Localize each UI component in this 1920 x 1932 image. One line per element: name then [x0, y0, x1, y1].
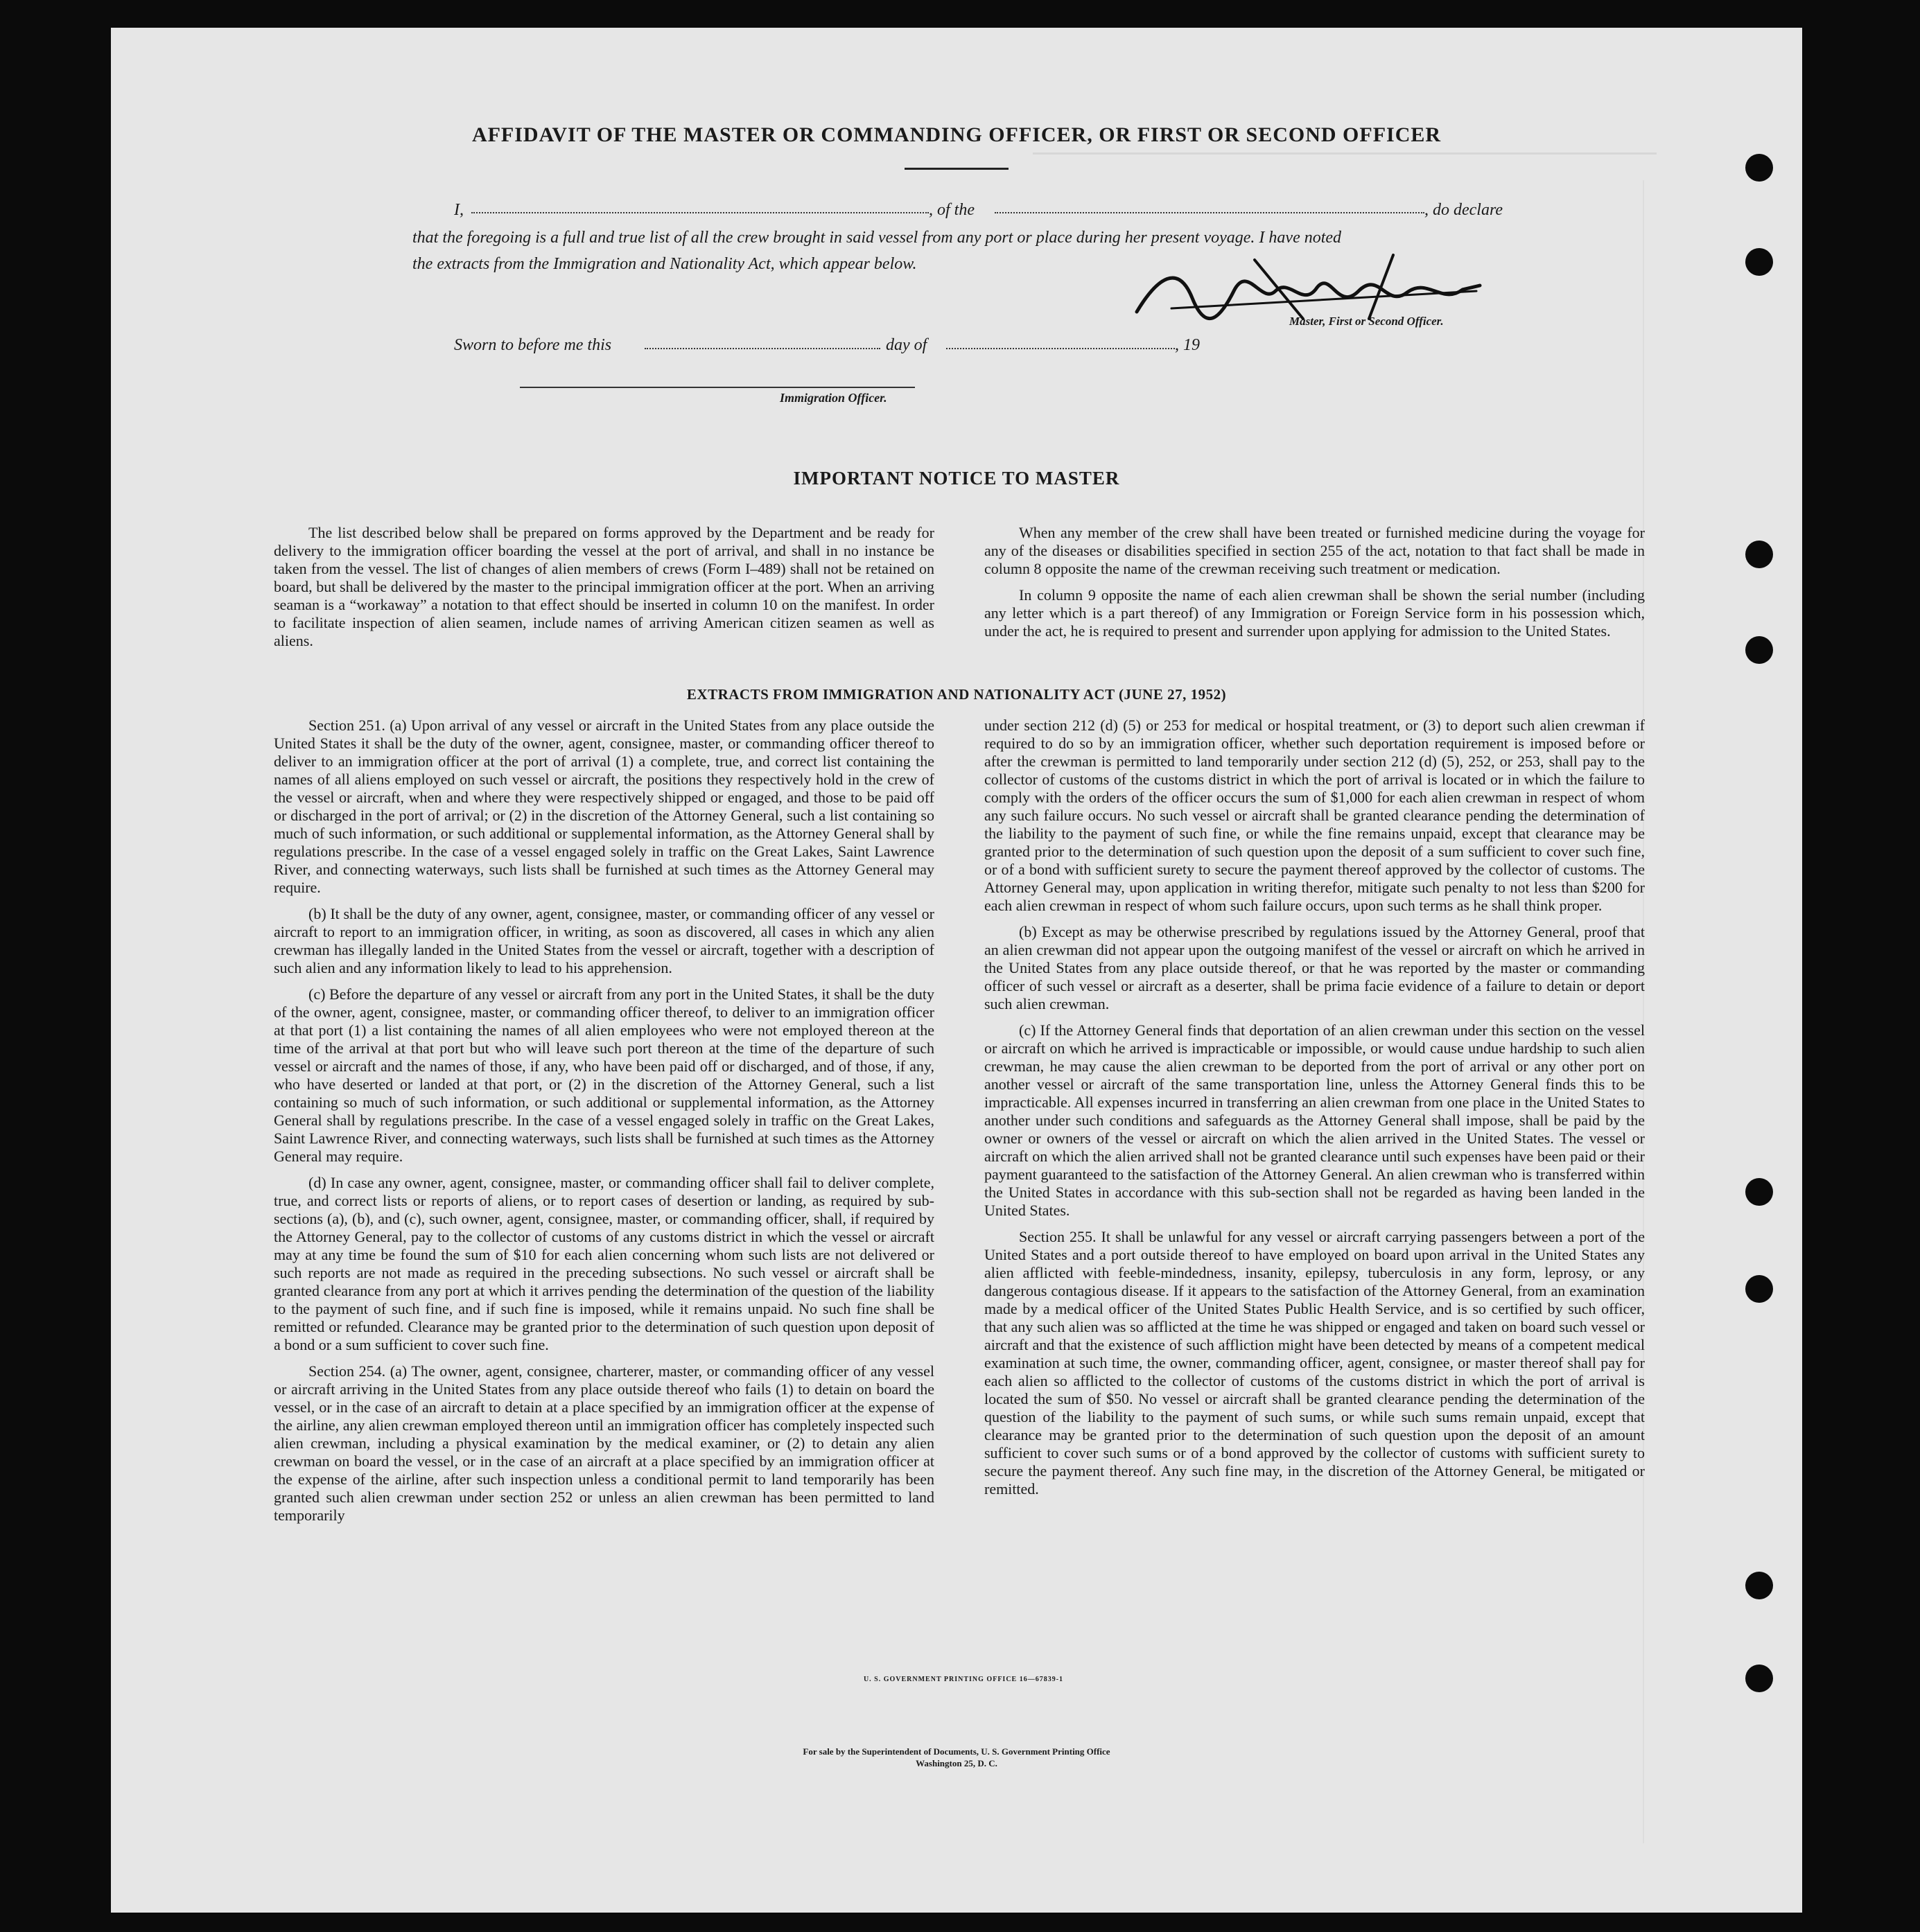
section-254-b: (b) Except as may be otherwise prescribed by regulations issued by the Attorney General, proof that an alien crewman did not appear upon the outgoing manifest of the vessel or aircraft on which he arrived in the United States from any place outside thereof, or that he was reported by the master or commanding officer of such vessel or aircraft as a deserter, shall be prima facie evidence of a failure to detain or deport such alien crewman.	[984, 923, 1645, 1012]
section-251-b: (b) It shall be the duty of any owner, agent, consignee, master, or commanding officer of any vessel or aircraft to report to an immigration officer, in writing, as soon as discovered, all cases in which any alien crewman has illegally landed in the United States from the vessel or aircraft, together with a description of such alien and any information likely to lead to his apprehension.	[274, 905, 934, 976]
vessel-name-field[interactable]	[995, 212, 1424, 213]
sworn-year-label: , 19	[1175, 336, 1200, 354]
sworn-month-field[interactable]	[946, 348, 1175, 349]
binder-hole	[1745, 154, 1773, 182]
section-254-c: (c) If the Attorney General finds that deportation of an alien crewman under this section on the vessel or aircraft on which he arrived is impracticable or impossible, or would cause undue hardship to such alien crewman, he may cause the alien crewman to be deported from the port of arrival or any other port on another vessel or aircraft of the same transportation line, unless the Attorney General finds this to be impracticable. All expenses incurred in transferring an alien crewman from one place in the United States to another under such conditions and safeguards as the Attorney General shall impose, shall be paid by the owner or owners of the vessel or aircraft on which the alien arrived in the United States. The vessel or aircraft on which the alien arrived shall not be granted clearance until such expenses have been paid or their payment guaranteed to the satisfaction of the Attorney General. An alien crewman who is transferred within the United States in accordance with this sub-section shall not be regarded as having been landed in the United States.	[984, 1021, 1645, 1219]
affidavit-i-label: I,	[454, 201, 464, 219]
sworn-date-field[interactable]	[645, 348, 880, 349]
affidavit-title: AFFIDAVIT OF THE MASTER OR COMMANDING OFFICER, OR FIRST OR SECOND OFFICER	[471, 123, 1442, 146]
affidavit-of-the-label: , of the	[929, 201, 975, 219]
sworn-prefix: Sworn to before me this	[454, 336, 612, 354]
sale-line-2: Washington 25, D. C.	[916, 1758, 997, 1768]
printing-office-code: U. S. GOVERNMENT PRINTING OFFICE 16—67839-1	[863, 1676, 1064, 1683]
document-page	[111, 28, 1802, 1913]
immigration-officer-caption: Immigration Officer.	[780, 391, 887, 405]
master-name-field[interactable]	[471, 212, 929, 213]
notice-left-paragraph: The list described below shall be prepared on forms approved by the Department and be ready for delivery to the immigration officer boarding the vessel at the port of arrival, and shall in no instance be taken from the vessel. The list of changes of alien members of crews (Form I–489) shall not be retained on board, but shall be delivered by the master to the principal immigration officer at the port. When an arriving seaman is a “workaway” a notation to that effect should be inserted in column 10 on the manifest. In order to facilitate inspection of alien seamen, include names of arriving American citizen seamen as well as aliens.	[274, 524, 934, 649]
binder-hole	[1745, 1178, 1773, 1206]
binder-hole	[1745, 248, 1773, 276]
affidavit-line-3: the extracts from the Immigration and Nationality Act, which appear below.	[412, 255, 917, 273]
signature-caption: Master, First or Second Officer.	[1289, 315, 1444, 328]
notice-right-paragraph-1: When any member of the crew shall have been treated or furnished medicine during the voyage for any of the diseases or disabilities specified in section 255 of the act, notation to that fact shall be made in column 8 opposite the name of the crewman receiving such treatment or medication.	[984, 524, 1645, 577]
extracts-right-column	[984, 717, 1645, 1507]
binder-hole	[1745, 1665, 1773, 1692]
section-255: Section 255. It shall be unlawful for any vessel or aircraft carrying passengers between a port of the United States and a port outside thereof to have employed on board upon arrival in the United States any alien afflicted with feeble-mindedness, insanity, epilepsy, tuberculosis in any form, leprosy, or any dangerous contagious disease. If it appears to the satisfaction of the Attorney General, from an examination made by a medical officer of the United States Public Health Service, and is so certified by such officer, that any such alien was so afflicted at the time he was shipped or engaged and taken on board such vessel or aircraft and that the existence of such affliction might have been detected by means of a competent medical examination at such time, the owner, commanding officer, agent, consignee, or master thereof shall pay for each alien so afflicted to the collector of customs of the customs district in which the port of arrival is located the sum of $50. No vessel or aircraft shall be granted clearance pending the determination of the question of the liability to the payment of such sums, or while such sums remain unpaid, except that clearance may be granted prior to the determination of such question upon the deposit of an amount sufficient to cover such sums or of a bond approved by the collector of customs with sufficient surety to secure the payment thereof. Any such fine may, in the discretion of the Attorney General, be mitigated or remitted.	[984, 1228, 1645, 1498]
binder-hole	[1745, 1572, 1773, 1599]
affidavit-declare-label: , do declare	[1424, 201, 1503, 219]
binder-hole	[1745, 636, 1773, 664]
notice-right-paragraph-2: In column 9 opposite the name of each alien crewman shall be shown the serial number (including any letter which is a part thereof) of any Immigration or Foreign Service form in his possession which, under the act, he is required to present and surrender upon applying for admission to the United States.	[984, 586, 1645, 640]
binder-hole	[1745, 541, 1773, 568]
section-251-d: (d) In case any owner, agent, consignee, master, or commanding officer shall fail to deliver complete, true, and correct lists or reports of aliens, or to report cases of desertion or landing, as required by sub-sections (a), (b), and (c), such owner, agent, consignee, master, or commanding officer, shall, if required by the Attorney General, pay to the collector of customs of any customs district in which the vessel or aircraft may at any time be found the sum of $10 for each alien concerning whom such lists are not delivered or such reports are not made as required in the preceding subsections. No such vessel or aircraft shall be granted clearance from any port at which it arrives pending the determination of the question of the liability to the payment of such fine, and if such fine is imposed, while it remains unpaid. No such fine shall be remitted or refunded. Clearance may be granted prior to the determination of such question upon deposit of a bond or a sum sufficient to cover such fine.	[274, 1174, 934, 1353]
notice-left-column	[274, 524, 934, 658]
section-254-a: Section 254. (a) The owner, agent, consignee, charterer, master, or commanding officer of any vessel or aircraft arriving in the United States from any place outside thereof who fails (1) to detain on board the vessel, or in the case of an aircraft to detain at a place specified by an immigration officer at the expense of the airline, any alien crewman employed thereon until an immigration officer has completely inspected such alien crewman, including a physical examination by the medical examiner, or (2) to detain any alien crewman on board the vessel, or in the case of an aircraft at a place specified by an immigration officer at the expense of the airline, after such inspection unless a conditional permit to land temporarily has been granted such alien crewman under section 252 or unless an alien crewman has been permitted to land temporarily	[274, 1362, 934, 1524]
extracts-left-column	[274, 717, 934, 1533]
section-251-a: Section 251. (a) Upon arrival of any vessel or aircraft in the United States from any place outside the United States it shall be the duty of the owner, agent, consignee, master, or commanding officer thereof to deliver to an immigration officer at the port of arrival (1) a complete, true, and correct list containing the names of all aliens employed on such vessel or aircraft, the positions they respectively hold in the crew of the vessel or aircraft, when and where they were respectively shipped or engaged, and those to be paid off or discharged in the port of arrival; or (2) in the discretion of the Attorney General, such a list containing so much of such information, or such additional or supplemental information, as the Attorney General shall by regulations prescribe. In the case of a vessel engaged solely in traffic on the Great Lakes, Saint Lawrence River, and connecting waterways, such lists shall be furnished at such times as the Attorney General may require.	[274, 717, 934, 896]
notice-right-column	[984, 524, 1645, 649]
immigration-officer-line[interactable]	[520, 387, 915, 388]
affidavit-line-2: that the foregoing is a full and true list of all the crew brought in said vessel from any port or place during her present voyage. I have noted	[412, 229, 1342, 247]
notice-title: IMPORTANT NOTICE TO MASTER	[793, 468, 1120, 489]
title-rule	[905, 168, 1009, 170]
section-251-c: (c) Before the departure of any vessel or aircraft from any port in the United States, it shall be the duty of the owner, agent, consignee, master, or commanding officer thereof, to deliver to an immigration officer at that port (1) a list containing the names of all alien employees who were not employed thereon at the time of the arrival at that port but who will leave such port thereon at the time of the departure of such vessel or aircraft and the names of those, if any, who have been paid off or discharged, and of those, if any, who have deserted or landed at that port, or (2) in the discretion of the Attorney General, such a list containing so much of such information, or such additional or supplemental information, as the Attorney General shall by regulations prescribe. In the case of a vessel engaged solely in traffic on the Great Lakes, Saint Lawrence River, and connecting waterways, such lists shall be furnished at such times as the Attorney General may require.	[274, 985, 934, 1165]
extracts-title: EXTRACTS FROM IMMIGRATION AND NATIONALITY ACT (JUNE 27, 1952)	[686, 686, 1227, 703]
binder-hole	[1745, 1275, 1773, 1303]
section-254-a-continued: under section 212 (d) (5) or 253 for medical or hospital treatment, or (3) to deport such alien crewman if required to do so by an immigration officer, whether such deportation requirement is imposed before or after the crewman is permitted to land temporarily under section 212 (d) (5), 252, or 253, shall pay to the collector of customs of the customs district in which the port of arrival is located or in which the failure to comply with the orders of the officer occurs the sum of $1,000 for each alien crewman in respect of whom any such failure occurs. No such vessel or aircraft shall be granted clearance pending the determination of the liability to the payment of such fine, or while the fine remains unpaid, except that clearance may be granted prior to the determination of such question upon the deposit of a sum sufficient to cover such fine, or of a bond with sufficient surety to secure the payment thereof approved by the collector of customs. The Attorney General may, upon application in writing therefor, mitigate such penalty to not less than $200 for each alien crewman in respect of whom such failure occurs, upon such terms as he shall think proper.	[984, 717, 1645, 914]
sale-line-1: For sale by the Superintendent of Documents, U. S. Government Printing Office	[803, 1746, 1110, 1757]
sworn-day-of-label: day of	[886, 336, 927, 354]
